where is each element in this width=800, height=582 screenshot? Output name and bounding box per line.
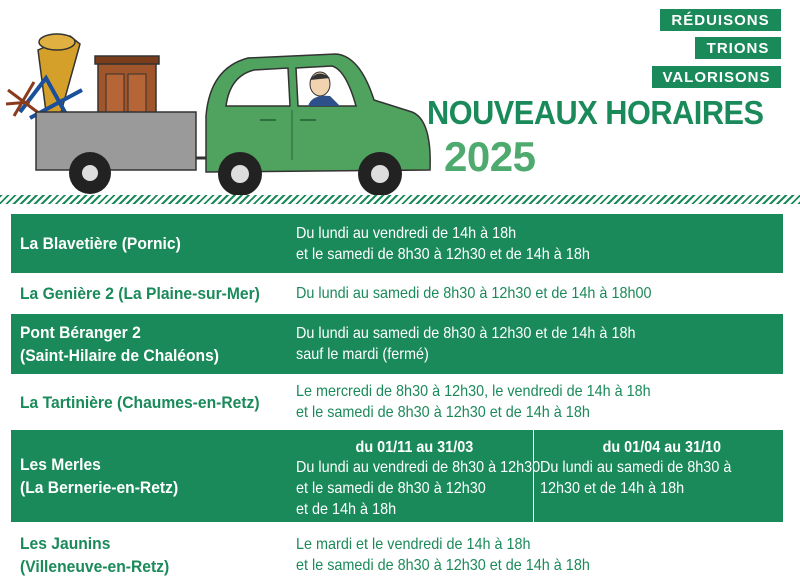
period-title: du 01/04 au 31/10 — [602, 439, 721, 456]
headline: NOUVEAUX HORAIRES — [427, 94, 764, 131]
opening-hours: Du lundi au vendredi de 14h à 18h et le samedi de 8h30 à 12h30 et de 14h à 18h — [296, 224, 590, 263]
schedule-row — [11, 314, 783, 374]
period-title: du 01/11 au 31/03 — [355, 439, 474, 456]
trailer — [36, 112, 196, 170]
winter-period — [288, 430, 541, 522]
location-name: La Genière 2 (La Plaine-sur-Mer) — [20, 284, 260, 303]
location-name: Les Merles (La Bernerie-en-Retz) — [20, 455, 179, 497]
schedule-row — [11, 430, 783, 522]
opening-hours: Du lundi au samedi de 8h30 à 12h30 et de 14h à 18h sauf le mardi (fermé) — [296, 325, 636, 363]
tag-reduisons: RÉDUISONS — [660, 9, 781, 31]
car-trailer-illustration — [0, 20, 440, 205]
period-hours: Du lundi au samedi de 8h30 à 12h30 et de 14h à 18h — [540, 459, 732, 497]
tag-valorisons: VALORISONS — [652, 66, 781, 88]
location-name: La Tartinière (Chaumes-en-Retz) — [20, 392, 260, 412]
tag-trions: TRIONS — [695, 37, 781, 59]
location-name: La Blavetière (Pornic) — [20, 234, 181, 253]
schedule-row — [11, 378, 783, 426]
location-name: Les Jaunins (Villeneuve-en-Retz) — [20, 534, 170, 576]
summer-period — [534, 430, 783, 522]
schedule-row — [11, 214, 783, 273]
schedule-row — [11, 277, 783, 310]
period-hours: Du lundi au vendredi de 8h30 à 12h30 et le samedi de 8h30 à 12h30 et de 14h à 18h — [296, 459, 541, 518]
opening-hours: Le mardi et le vendredi de 14h à 18h et le samedi de 8h30 à 12h30 et de 14h à 18h — [296, 536, 590, 574]
schedule-row — [11, 526, 783, 582]
location-name: Pont Béranger 2 (Saint-Hilaire de Chaléons) — [20, 323, 220, 365]
seasonal-hours — [288, 430, 783, 522]
schedule-table — [11, 214, 783, 582]
year: 2025 — [444, 133, 536, 180]
header — [0, 0, 800, 205]
opening-hours: Le mercredi de 8h30 à 12h30, le vendredi de 14h à 18h et le samedi de 8h30 à 12h30 et de 14h à 18h — [296, 383, 651, 421]
opening-hours: Du lundi au samedi de 8h30 à 12h30 et de 14h à 18h00 — [296, 285, 652, 302]
hatched-divider — [0, 195, 800, 204]
